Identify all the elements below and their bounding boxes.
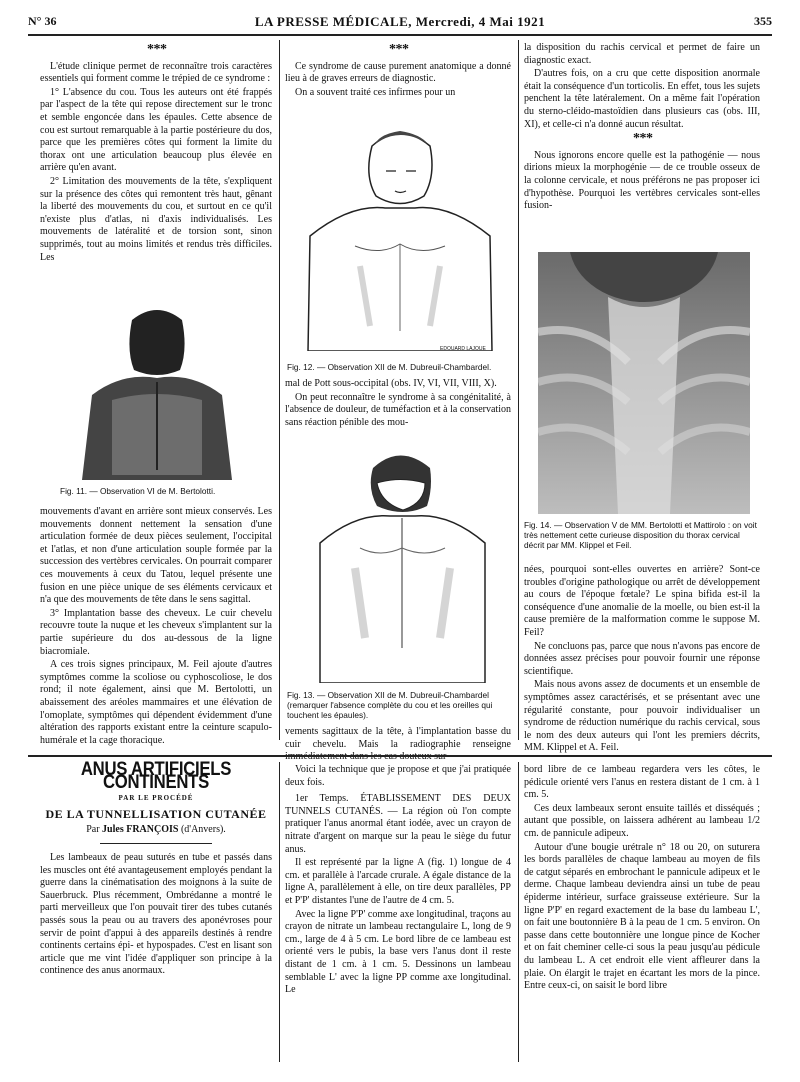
figure-13-caption: Fig. 13. — Observation XII de M. Dubreuil-Chambardel (remarquer l'absence complète du cou et les oreilles qui touchent les épaules). [287,690,493,720]
title-rule [100,843,212,844]
column-1-bottom [40,506,272,748]
page-header [28,14,772,34]
page-number: 355 [754,14,772,28]
paragraph: 1er Temps. ÉTABLISSEMENT DES DEUX TUNNELS CUTANÉS. — La région où l'on compte pratiquer l'anus anormal étant iodée, avec un crayon de nitrate d'argent on marque sur la peau le siège du futur anus. [285,793,511,855]
journal-title: LA PRESSE MÉDICALE, Mercredi, 4 Mai 1921 [254,14,546,29]
figure-14-caption: Fig. 14. — Observation V de MM. Bertolotti et Mattirolo : on voit très nettement cette curieuse disposition du thorax cervical décrit par MM. Klippel et Feil. [524,520,757,550]
article-procede: PAR LE PROCÉDÉ [118,794,194,803]
paragraph: A ces trois signes principaux, M. Feil ajoute d'autres symptômes comme la scoliose ou cyphoscoliose, le dos rond; il note également, ainsi que M. Bertolotti, un abaissement des aréoles mammaires et une élévation de l'omoplate, symptômes qui dépendent évidemment d'une altération des rapports existant entre la ceinture scapulo-humérale et la cage thoracique. [40,659,272,746]
column-divider [279,40,280,740]
header-rule [28,34,772,36]
article-2-column-3 [524,764,760,994]
column-2-middle [285,378,511,430]
paragraph: Les lambeaux de peau suturés en tube et passés dans les muscles ont été avantageusement employés pendant la guerre dans la cinématisation des moignons à la suite de Sauerbruck. Plus récemment, Ombrédanne a montré le parti merveilleux que l'on pouvait tirer des tubes cutanés passés sous la peau ou au travers des aponévroses pour servir de point d'appui à des appareils destinés à rendre continents certains épi- et hypospades. C'est en lisant son article que me vint l'idée d'appliquer son principe à la continence des anus anormaux. [40,851,272,977]
paragraph: 2° Limitation des mouvements de la tête, s'expliquent sur la présence des côtes qui remontent très haut, gênant la liberté des mouvements du cou, et surtout en ce qu'il n'existe plus d'atlas, ni d'axis individualisés. Les mouvements de latéralité et de torsion sont, sinon supprimés, tout au moins limités et rendus très difficiles. Les [40,175,272,263]
column-3-top [524,42,760,214]
paragraph: Ne concluons pas, parce que nous n'avons pas encore de données assez précises pour pouvoir fournir une réponse scientifique. [524,640,760,677]
paragraph: Voici la technique que je propose et que j'ai pratiquée deux fois. [285,764,511,788]
paragraph: D'autres fois, on a cru que cette disposition anormale était la conséquence d'un torticolis. En effet, tous les sujets penchent la tête latéralement. On a même fait l'opération du sterno-cléido-mastoïdien dans plusieurs cas (obs. III, XI), et celle-ci n'a donné aucun résultat. [524,68,760,130]
article-subtitle: DE LA TUNNELLISATION CUTANÉE [45,806,267,821]
paragraph: mouvements d'avant en arrière sont mieux conservés. Les mouvements donnent nettement la sensation d'une articulation formée de deux pièces seulement, l'occipital et l'atlas, et non d'une articulation souple formée par la succession des vertèbres cervicales. On pourrait comparer ces mouvements à ceux du Tatou, lequel présente une fusion en une pièce unique de ses éléments cervicaux et n'a que des mouvements de tête dans le sens sagittal. [40,506,272,606]
column-3-bottom [524,564,760,756]
paragraph: nées, pourquoi sont-elles ouvertes en arrière? Sont-ce troubles d'origine pathologique ou arrêt de développement au cours de l'époque fœtale? Le spina bifida est-il la conséquence d'une anomalie de la moelle, ou bien est-il la cause première de la malformation comme le suppose M. Feil? [524,564,760,638]
figure-11-illustration [72,300,242,480]
column-divider [518,40,519,740]
column-divider [279,762,280,1062]
figure-12-caption: Fig. 12. — Observation XII de M. Dubreuil-Chambardel. [287,362,492,372]
figure-14-radiograph [538,252,750,514]
article-title: ANUS ARTIFICIELS CONTINENTS [80,759,232,793]
column-1-top [40,42,272,265]
figure-13-illustration [305,448,500,683]
paragraph: Avec la ligne P'P' comme axe longitudinal, traçons au crayon de nitrate un lambeau rectangulaire L, long de 9 cm., large de 4 à 5 cm. Le bord libre de ce lambeau est orienté vers le pubis, la base vers l'anus dont il reste distant de 1 cm. à 1 cm. 5. Dessinons un lambeau semblable L' avec la ligne PP comme axe longitudinal. Le [285,908,511,996]
paragraph: Mais nous avons assez de documents et un ensemble de symptômes assez caractérisés, et se présentant avec une régularité constante, pour pouvoir individualiser un syndrome de réduction numérique du rachis cervical, sous le nom des deux auteurs qui l'ont les premiers décrits, MM. Klippel et A. Feil. [524,679,760,754]
section-separator: * * * [389,42,407,57]
article-2-column-2 [285,764,511,998]
paragraph: la disposition du rachis cervical et permet de faire un diagnostic exact. [524,42,760,66]
column-divider [518,762,519,1062]
paragraph: 1° L'absence du cou. Tous les auteurs ont été frappés par l'aspect de la tête qui repose directement sur le tronc et semble engoncée dans les épaules. Cette absence de cou est surtout remarquable à la partie postérieure du dos, parce que les premières côtes qui forment la limite du thorax ont une articulation beaucoup plus élevée en arrière qu'en avant. [40,86,272,174]
paragraph: L'étude clinique permet de reconnaître trois caractères essentiels qui forment comme le trépied de ce syndrome : [40,60,272,85]
paragraph: Autour d'une bougie urétrale n° 18 ou 20, on suturera les bords parallèles de chaque lambeau au moyen de fils de catgut séparés en embrochant le pannicule adipeux et le derme. Chaque lambeau deviendra ainsi un tube de peau épiderme intérieur, surface graisseuse extérieure. Sur la ligne P'P' en regard exactement de la base du lambeau L', on fait une boutonnière B à la peau de 1 cm. 5 environ. On passe dans cette boutonnière une longue pince de Kocher et on fait cheminer celle-ci sous la peau jusqu'au pédicule du lambeau L. A cet endroit elle vient affleurer dans la plaie. On élargit le trajet en écartant les mors de la pince. Entre ceux-ci, on saisit le bord libre [524,841,760,992]
paragraph: Ces deux lambeaux seront ensuite taillés et disséqués ; autant que possible, on laissera adhérent au lambeau 1/2 cm. de pannicule adipeux. [524,802,760,839]
figure-11-caption: Fig. 11. — Observation VI de M. Bertolotti. [60,486,216,496]
figure-12-illustration [300,116,500,351]
column-2-top [285,42,511,100]
paragraph: On a souvent traité ces infirmes pour un [295,86,456,98]
signature: EDOUARD LAJOUE [440,346,486,352]
section-separator: * * * [147,42,165,57]
paragraph: On peut reconnaître le syndrome à sa congénitalité, à l'absence de douleur, de tuméfaction et à la conservation sans réaction pénible des mou- [285,391,511,428]
section-separator: * * * [633,131,651,147]
author-name: Jules FRANÇOIS [102,824,179,836]
paragraph: mal de Pott sous-occipital (obs. IV, VI, VII, VIII, X). [285,378,497,389]
article-2-column-1 [40,759,272,979]
paragraph: Il est représenté par la ligne A (fig. 1) longue de 4 cm. et parallèle à l'arcade crurale. A égale distance de la ligne A, parallèlement à elle, on tire deux parallèles, PP et P'P' distantes l'une de l'autre de 4 cm. 5. [285,857,511,906]
paragraph: 3° Implantation basse des cheveux. Le cuir chevelu recouvre toute la nuque et les cheveux s'implantent sur la partie supérieure du dos au-dessous de la ligne biacromiale. [40,607,272,657]
issue-number: N° 36 [28,14,57,28]
paragraph: Ce syndrome de cause purement anatomique a donné lieu à de graves erreurs de diagnostic. [285,60,511,85]
section-rule [28,755,772,757]
column-2-bottom [285,726,511,765]
article-author: Par Jules FRANÇOIS (d'Anvers). [86,824,226,836]
paragraph: vements sagittaux de la tête, à l'implantation basse du cuir chevelu. Mais la radiographie renseigne [285,726,511,750]
paragraph: Nous ignorons encore quelle est la pathogénie — nous dirions mieux la morphogénie — de ce trouble osseux de la colonne cervicale, et nous préférons ne pas proposer ici d'hypothèse. Pourquoi les vertèbres cervicales sont-elles fusion- [524,149,760,212]
paragraph: bord libre de ce lambeau regardera vers les côtes, le pédicule orienté vers l'anus en restera distant de 1 cm. à 1 cm. 5. [524,764,760,801]
